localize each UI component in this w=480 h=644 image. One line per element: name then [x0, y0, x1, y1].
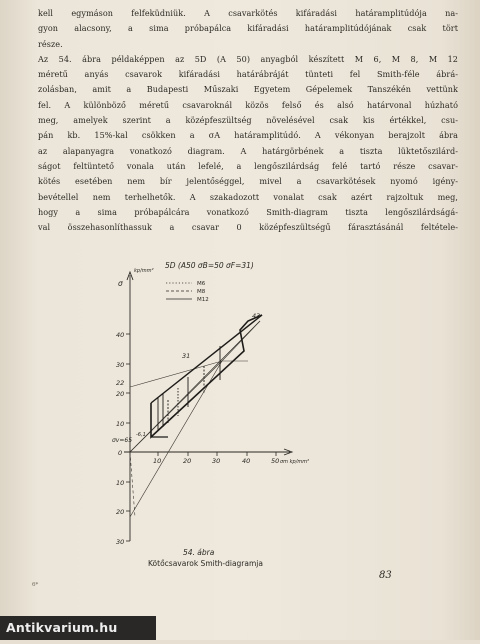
signature-mark: 6* — [32, 582, 39, 588]
base-dashed-line — [130, 452, 135, 517]
text-line: pán kb. 15%-kal csökken a σA határamplitúdó. A vékonyan berajzolt ábra — [38, 130, 458, 141]
y-axis-unit: kp/mm² — [134, 268, 154, 274]
legend-label-m8: M8 — [197, 289, 206, 295]
x-tick-label: 10 — [153, 457, 162, 465]
y-tick-label: 20 — [116, 508, 125, 516]
x-tick-label: 40 — [242, 457, 251, 465]
text-line: zolásban, amit a Budapesti Műszaki Egyetem Gépelemek Tanszékén vettünk — [38, 84, 458, 95]
bolt-top-boundary — [151, 315, 262, 403]
legend-label-m6: M6 — [197, 281, 206, 287]
y-tick-label: 0 — [118, 449, 123, 457]
annotation-22: 22 — [116, 379, 125, 387]
y-axis-symbol: σ — [118, 279, 123, 288]
legend-label-m12: M12 — [197, 297, 209, 303]
legend — [166, 283, 192, 299]
figure-number: 54. ábra — [183, 548, 215, 557]
text-line: kötés esetében nem bír jelentőséggel, mivel a csavarkötések nyomó igény- — [38, 176, 458, 187]
y-tick-label: 10 — [116, 420, 125, 428]
figure-header: 5D (A50 σB=50 σF=31) — [165, 261, 254, 270]
text-line: hogy a sima próbapálcára vonatkozó Smith-diagram tiszta lengőszilárdságá- — [38, 206, 458, 217]
x-tick-label: 20 — [183, 457, 192, 465]
annotation-sigma-v: σv=65 — [112, 437, 133, 444]
text-line: az alapanyagra vonatkozó diagram. A határgörbének a tiszta lüktetőszilárd- — [38, 145, 458, 156]
base-lower-diag — [130, 361, 222, 452]
text-line: Az 54. ábra példaképpen az 5D (A 50) anyagból készített M 6, M 8, M 12 — [38, 53, 458, 64]
text-line: bevétellel nem terhelhetők. A szakadozott vonalat csak azért rajzoltuk meg, — [38, 191, 458, 202]
text-line: meg, amelyek szerint a középfeszültség növelésével csak kis értékkel, csu- — [38, 115, 458, 126]
x-tick-label: 30 — [212, 457, 221, 465]
y-tick-label: 10 — [116, 479, 125, 487]
text-line: ságot feltüntető vonala után lefelé, a lengőszilárdság felé tartó része csavar- — [38, 160, 458, 171]
page-number: 83 — [379, 570, 392, 581]
base-upper-diag — [222, 321, 260, 361]
text-line: része. — [38, 38, 63, 49]
annotation-31: 31 — [182, 352, 191, 360]
y-tick-label: 30 — [116, 361, 125, 369]
y-tick-label: 40 — [116, 331, 125, 339]
text-line: fel. A különböző méretű csavaroknál közös felső és alsó határvonal húzható — [38, 99, 458, 110]
text-line: kell egymáson felfeküdniük. A csavarkötés kifáradási határamplitúdója na- — [38, 8, 458, 18]
text-line: gyon alacsony, a sima próbapálca kifáradási határamplitúdójának csak tört — [38, 23, 458, 34]
y-tick-label: 30 — [116, 538, 125, 546]
watermark: Antikvarium.hu — [0, 616, 156, 640]
text-line: méretű anyás csavarok kifáradási határábráját tünteti fel Smith-féle ábrá- — [38, 69, 458, 80]
figure-caption: Kötőcsavarok Smith-diagramja — [148, 559, 263, 568]
annotation-minus: -6,1 — [136, 432, 146, 438]
text-line: val összehasonlíthassuk a csavar 0 középfeszültségű fárasztásánál feltétele- — [38, 222, 458, 233]
base-material-diagram — [130, 321, 260, 517]
y-tick-label: 20 — [116, 390, 125, 398]
x-axis-unit: σm kp/mm² — [280, 459, 310, 465]
x-tick-label: 50 — [271, 457, 280, 465]
annotation-43: 43 — [252, 312, 261, 320]
